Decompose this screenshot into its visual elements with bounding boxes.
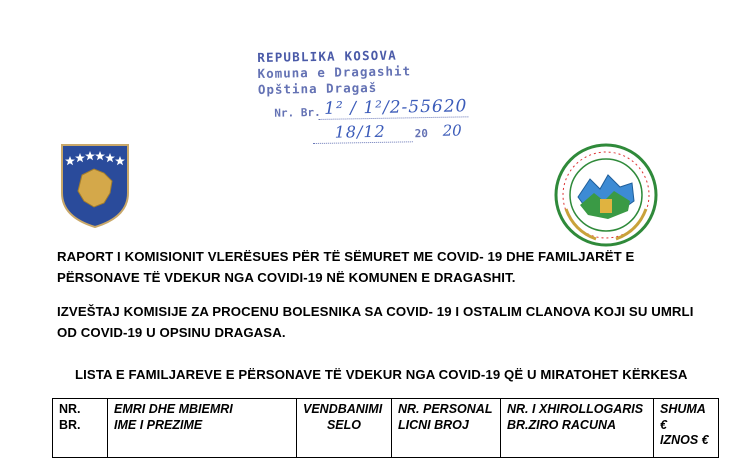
column-header-line: BR.ZIRO RACUNA [507, 417, 617, 432]
stamp-number-label: Nr. Br. [274, 105, 321, 120]
table-header-row [53, 399, 719, 458]
registration-stamp [251, 42, 493, 150]
column-header-line: LICNI BROJ [398, 417, 469, 432]
column-header-line: VENDBANIMI [303, 402, 383, 416]
report-title-albanian: RAPORT I KOMISIONIT VLERËSUES PËR TË SËMURET ME COVID- 19 DHE FAMILJARËT E PËRSONAVE TË VDEKUR NGA COVIDI-19 NË KOMUNEN E DRAGASHIT. [57, 249, 635, 285]
column-header-line: € [660, 417, 667, 432]
kosovo-coat-of-arms-icon [58, 141, 132, 229]
column-header-line: NR. [59, 402, 81, 416]
stamp-number-value: 1² / 1²/2-55620 [324, 96, 468, 119]
stamp-year-prefix: 20 [414, 127, 429, 141]
column-header-bank-account [501, 399, 654, 458]
column-header-line: SELO [326, 417, 362, 432]
stamp-date-row [252, 120, 492, 148]
column-header-line: IME I PREZIME [114, 417, 203, 432]
column-header-personal-number [392, 399, 501, 458]
column-header-residence [297, 399, 392, 458]
column-header-line: NR. PERSONAL [398, 402, 493, 416]
list-title: LISTA E FAMILJAREVE E PËRSONAVE TË VDEKUR NGA COVID-19 QË U MIRATOHET KËRKESA [75, 367, 688, 382]
column-header-line: IZNOS € [660, 433, 709, 447]
column-header-line: SHUMA [660, 402, 706, 416]
stamp-date-line [313, 141, 413, 144]
column-header-line: BR. [59, 417, 81, 432]
column-header-number [53, 399, 108, 458]
dragash-municipality-emblem-icon [548, 139, 664, 251]
beneficiaries-table [52, 398, 719, 458]
report-title-serbian: IZVEŠTAJ KOMISIJE ZA PROCENU BOLESNIKA SA COVID- 19 I OSTALIM CLANOVA KOJI SU UMRLI OD COVID-19 U OPSINU DRAGASA. [57, 304, 694, 340]
stamp-municipality-albanian: Komuna e Dragashit [257, 63, 412, 81]
stamp-date-value: 18/12 [334, 121, 386, 142]
stamp-year-value: 20 [442, 121, 462, 140]
column-header-amount [654, 399, 719, 458]
column-header-line: EMRI DHE MBIEMRI [114, 402, 233, 416]
stamp-republic: REPUBLIKA KOSOVA [257, 47, 398, 65]
stamp-municipality-serbian: Opština Dragaš [257, 79, 378, 97]
column-header-name [108, 399, 297, 458]
column-header-line: NR. I XHIROLLOGARIS [507, 402, 644, 416]
